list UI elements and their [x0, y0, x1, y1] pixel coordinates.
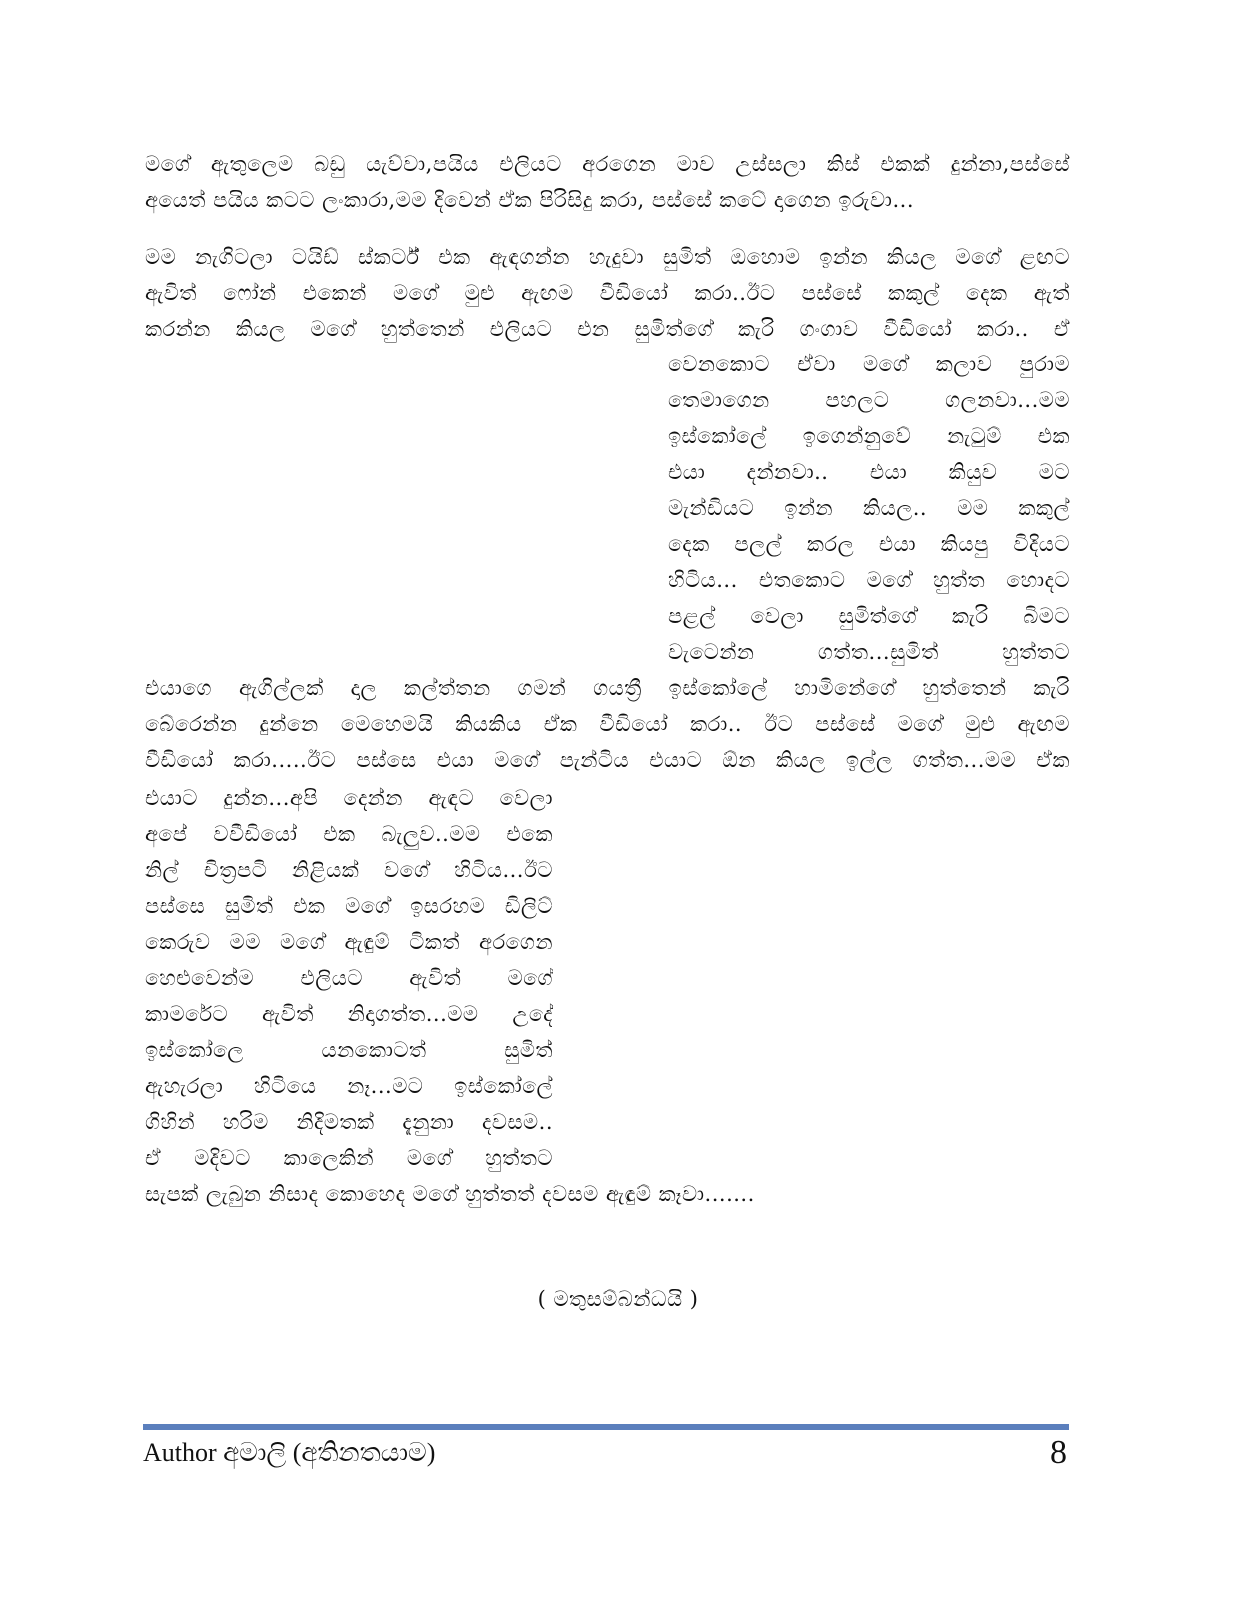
- text-line: වීඩියෝ කරා.....ඊට පස්සෙ එයා මගේ පැන්ටිය එයාට ඕන කියල ඉල්ල ගත්ත...මම ඒක: [145, 748, 1070, 772]
- text-line: හෙළුවෙන්ම එලියට ඇවිත් මගේ: [145, 966, 553, 990]
- text-line: අපේ වවීඩියෝ එක බැලුව..මම එකෙ: [145, 822, 553, 846]
- text-line: වෙනකොට ඒවා මගේ කලාව පුරාම: [668, 352, 1070, 376]
- paragraph-left-column: [145, 780, 553, 1176]
- footer-rule: [143, 1424, 1069, 1430]
- text-line: එයාගෙ ඇගිල්ලක් දාල කල්ත්තන ගමන් ගයත්‍රී ඉස්කෝලේ හාමිනේගේ හුත්තෙන් කැරි: [145, 676, 1070, 700]
- text-line: මැන්ඩියට ඉන්න කියල.. මම කකුල්: [668, 496, 1070, 520]
- page-number: 8: [1050, 1434, 1067, 1471]
- text-line: බේරෙන්න දුන්නෙ මෙහෙමයි කියකිය ඒක වීඩියෝ කරා.. ඊට පස්සේ මගේ මුළු ඇඟම: [145, 712, 1070, 736]
- text-line: එයාට දුන්න...අපි දෙන්න ඇඳට වෙලා: [145, 786, 553, 810]
- text-line: එයා දන්නවා.. එයා කියුව මට: [668, 460, 1070, 484]
- to-be-continued-text: ( මතුසම්බන්ධයි ): [537, 1287, 699, 1311]
- text-line: වැටෙන්න ගත්ත...සුමිත් හුත්තට: [668, 640, 1070, 664]
- text-line: කරන්න කියල මගේ හුත්තෙන් එලියට එන සුමිත්ගේ කැරි ගංගාව වීඩියෝ කරා.. ඒ: [145, 317, 1070, 341]
- text-line: ගිහින් හරිම නිදිමතක් දැනුනා දවසම..: [145, 1110, 553, 1134]
- text-line: ඉස්කෝලේ ඉගෙන්නුවේ නැටුම් එක: [668, 424, 1070, 448]
- text-line: මම නැගිටලා ටයිඩ් ස්කර්ට් එක ඇඳගන්න හැදුවා සුමිත් ඔහොම ඉන්න කියල මගේ ළඟට: [145, 245, 1070, 269]
- text-line: පස්සෙ සුමිත් එක මගේ ඉසරහම ඩිලිට්: [145, 894, 553, 918]
- text-line: කෙරුව මම මගේ ඇඳුම් ටිකත් අරගෙන: [145, 930, 553, 954]
- paragraph-right-column: [668, 346, 1070, 670]
- text-line: ඒ මදිවට කාලෙකින් මගේ හුත්තට: [145, 1146, 553, 1170]
- text-line: නිල් චිත්‍රපටි නිළියක් වගේ හිටිය...ඊට: [145, 858, 553, 882]
- text-line: කාමරේට ඇවිත් නිදාගත්ත...මම උදේ: [145, 1002, 553, 1026]
- text-line: ඉස්කෝලෙ යනකොටත් සුමිත්: [145, 1038, 553, 1062]
- text-line: ඇහැරලා හිටියෙ නෑ...මට ඉස්කෝලේ: [145, 1074, 553, 1098]
- text-line: සැපක් ලැබුන නිසාද කොහෙද මගේ හුත්තත් දවසම ඇඳුම් කෑවා.......: [145, 1182, 755, 1206]
- paragraph-6: [145, 1176, 865, 1212]
- text-line: පළල් වෙලා සුමිත්ගේ කැරි බිමට: [668, 604, 1070, 628]
- text-line: හිටිය... එතකොට මගේ හුත්ත හොදට: [668, 568, 1070, 592]
- text-line: අයෙත් පයිය කටට ලංකාරා,මම දිවෙන් ඒක පිරිසිදු කරා, පස්සේ කටේ දාගෙන ඉරුවා...: [145, 188, 914, 212]
- paragraph-1: [145, 146, 1070, 218]
- text-line: මගේ ඇතුලෙම බඩු යැව්වා,පයිය එලියට අරගෙන මාව උස්සලා කිස් එකක් දුන්නා,පස්සේ: [145, 152, 1070, 176]
- text-line: ඇවිත් ෆෝන් එකෙන් මගේ මුළු ඇඟම වීඩියෝ කරා..ඊට පස්සේ කකුල් දෙක ඇත්: [145, 281, 1070, 305]
- text-line: දෙක පලල් කරල එයා කියපු විදියට: [668, 532, 1070, 556]
- text-line: තෙමාගෙන පහලට ගලනවා...මම: [668, 388, 1070, 412]
- paragraph-4: [145, 670, 1070, 778]
- paragraph-2: [145, 239, 1070, 347]
- footer-author: Author අමාලි (අතිනතයාම): [143, 1438, 436, 1467]
